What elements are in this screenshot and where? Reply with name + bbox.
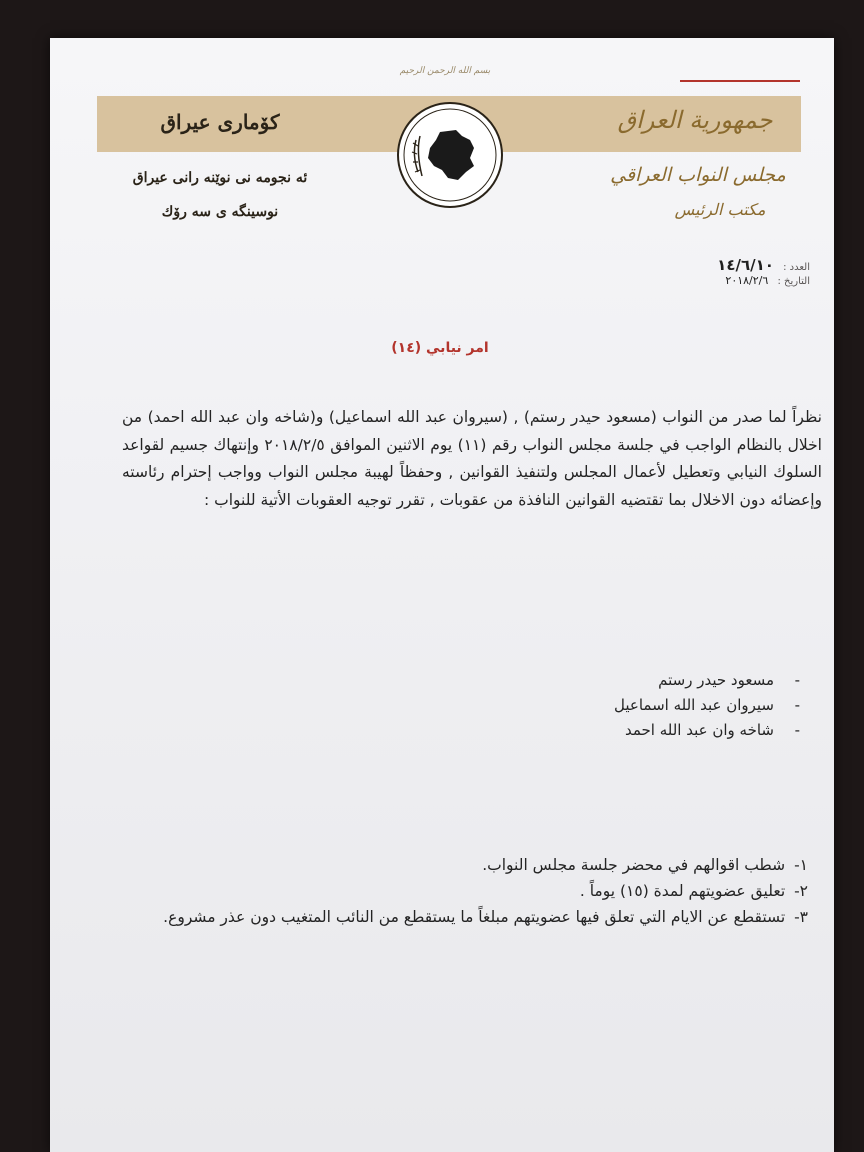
reference-date-value: ٢٠١٨/٢/٦ (725, 274, 769, 287)
reference-number-row (650, 256, 810, 274)
penalty-item (112, 852, 808, 878)
kurdish-parliament-name: ئه نجومه نی نوێنه رانی عیراق (132, 170, 308, 186)
basmala-header: بسم الله الرحمن الرحيم (399, 66, 491, 76)
penalty-number: ٣- (794, 908, 808, 926)
penalty-text: شطب اقوالهم في محضر جلسة مجلس النواب. (482, 856, 786, 874)
member-item: - سيروان عبد الله اسماعيل (480, 693, 800, 718)
arabic-office-name: مكتب الرئيس (674, 200, 766, 219)
penalty-number: ١- (794, 856, 808, 874)
member-item: - شاخه وان عبد الله احمد (480, 718, 800, 743)
reference-date-label: التاريخ : (777, 276, 810, 287)
reference-block (650, 256, 810, 287)
kurdish-office-name: نوسینگه ی سه رۆك (161, 204, 279, 220)
kurdish-country-title: كۆماری عیراق (160, 110, 280, 134)
member-item: - مسعود حيدر رستم (480, 668, 800, 693)
order-body-paragraph: نظراً لما صدر من النواب (مسعود حيدر رستم) , (سيروان عبد الله اسماعيل) و(شاخه وان عبد الله احمد) من اخلال بالنظام الواجب في جلسة مجلس النواب رقم (١١) يوم الاثنين الموافق ٢٠١٨/٢/٥ وإنتهاك جسيم لقواعد السلوك النيابي وتعطيل لأعمال المجلس ولتنفيذ القوانين , وحفظاً لهيبة مجلس النواب وواجب إحترام رئاسته وإعضائه دون الاخلال بما تقتضيه القوانين النافذة من عقوبات , تقرر توجيه العقوبات الأتية للنواب : (122, 408, 822, 509)
arabic-parliament-name: مجلس النواب العراقي (610, 164, 786, 186)
order-title: امر نيابي (١٤) (391, 340, 489, 356)
penalty-list (112, 852, 808, 930)
parliament-emblem-icon (390, 100, 510, 210)
reference-number-label: العدد : (783, 262, 810, 273)
penalty-text: تعليق عضويتهم لمدة (١٥) يوماً . (579, 882, 786, 900)
penalty-number: ٢- (794, 882, 808, 900)
reference-number-value: ١٤/٦/١٠ (717, 256, 774, 274)
header-accent-line (680, 80, 800, 82)
member-list (480, 668, 800, 743)
arabic-country-title: جمهورية العراق (617, 106, 773, 134)
reference-date-row (650, 274, 810, 287)
penalty-item (112, 878, 808, 904)
penalty-text: تستقطع عن الايام التي تعلق فيها عضويتهم مبلغاً ما يستقطع من النائب المتغيب دون عذر مشروع. (163, 908, 786, 926)
penalty-item (112, 904, 808, 930)
